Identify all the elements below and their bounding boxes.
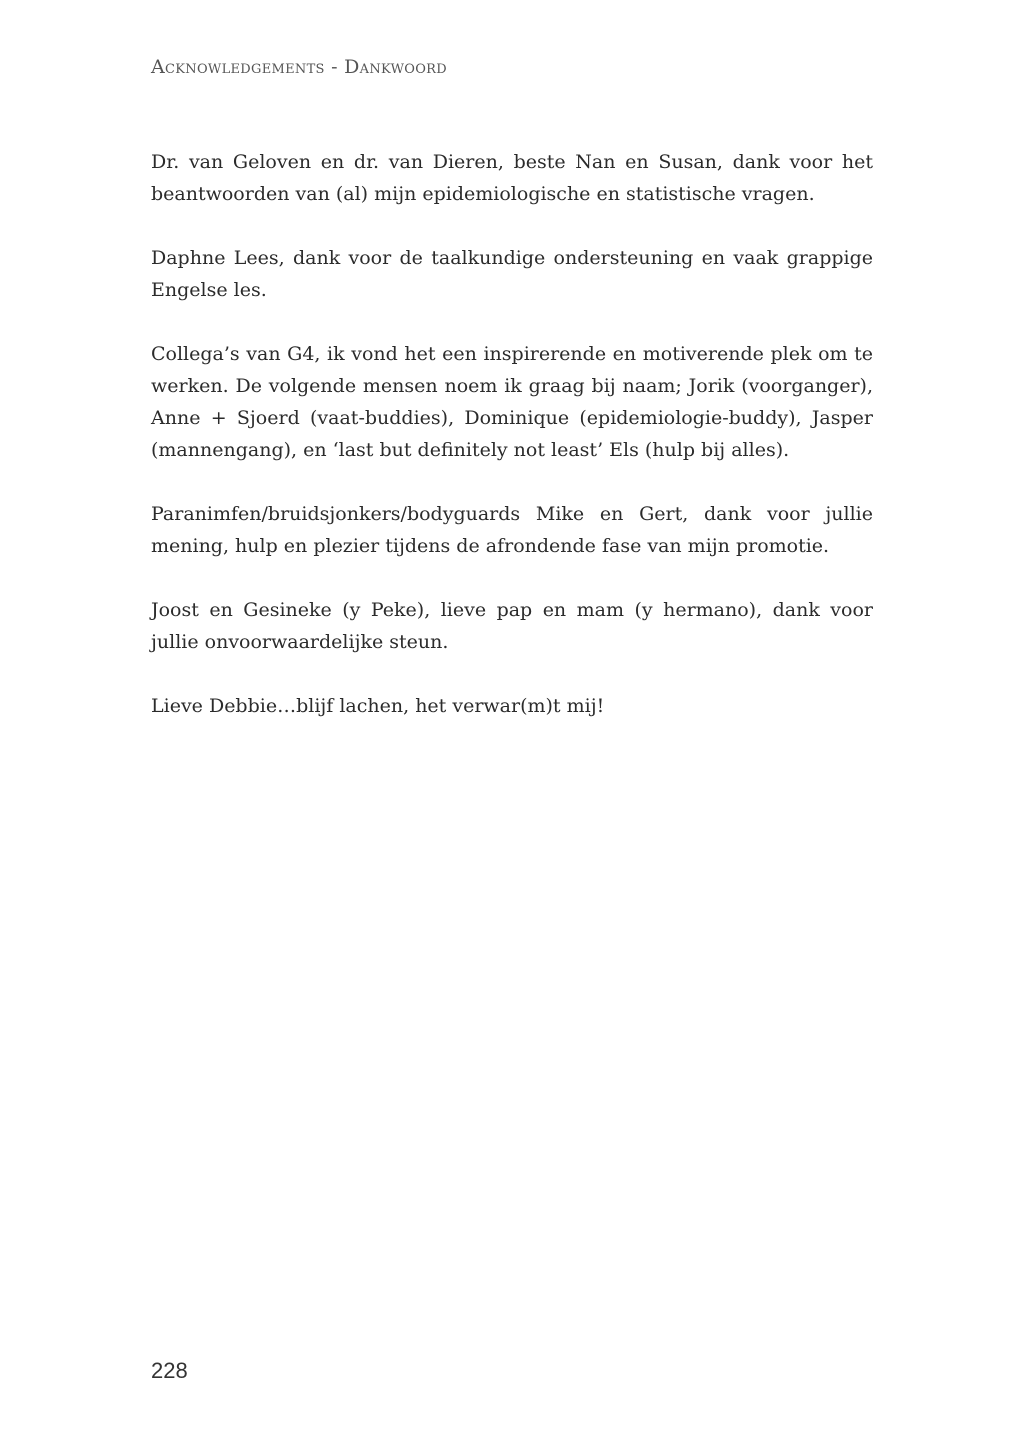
paragraph: Collega’s van G4, ik vond het een inspirerende en motiverende plek om te werken. De volgende mensen noem ik graag bij naam; Jorik (voorganger), Anne + Sjoerd (vaat-buddies), Dominique (epidemiologie-buddy), Jasper (mannengang), en ‘last but definitely not least’ Els (hulp bij alles). [151,343,873,461]
running-header: Acknowledgements - Dankwoord [151,56,447,78]
paragraph: Joost en Gesineke (y Peke), lieve pap en mam (y hermano), dank voor jullie onvoorwaardelijke steun. [151,599,873,653]
paragraph: Paranimfen/bruidsjonkers/bodyguards Mike en Gert, dank voor jullie mening, hulp en plezier tijdens de afrondende fase van mijn promotie. [151,503,873,557]
page-number: 228 [151,1358,188,1383]
acknowledgements-body [151,146,873,754]
paragraph: Daphne Lees, dank voor de taalkundige ondersteuning en vaak grappige Engelse les. [151,247,873,301]
paragraph: Lieve Debbie…blijf lachen, het verwar(m)t mij! [151,695,605,717]
paragraph: Dr. van Geloven en dr. van Dieren, beste Nan en Susan, dank voor het beantwoorden van (al) mijn epidemiologische en statistische vragen. [151,151,873,205]
